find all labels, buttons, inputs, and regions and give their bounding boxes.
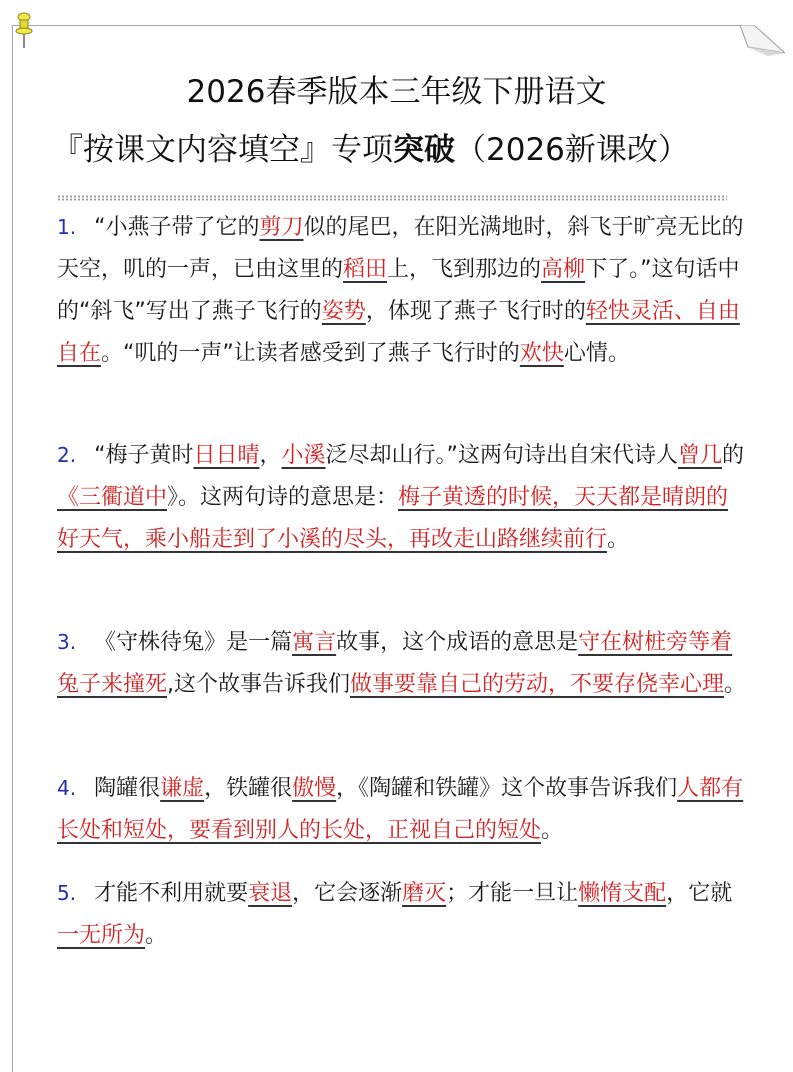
question-text: 故事，这个成语的意思是 bbox=[336, 630, 579, 655]
answer-text: 做事要靠自己的劳动，不要存侥幸心理 bbox=[350, 672, 725, 697]
question-text: “梅子黄时 bbox=[94, 443, 194, 468]
question-5 bbox=[57, 872, 747, 957]
question-2 bbox=[57, 434, 747, 561]
subtitle-part-a: 『按课文内容填空』专项 bbox=[52, 132, 393, 168]
answer-text: 守在树桩旁等着兔子来撞死 bbox=[57, 630, 733, 697]
question-text: ，《陶罐和铁罐》这个故事告诉我们 bbox=[336, 776, 678, 801]
answer-text: 曾几 bbox=[677, 443, 722, 468]
dotted-divider bbox=[57, 195, 727, 201]
question-text: 。 bbox=[607, 527, 630, 552]
answer-text: 懒惰支配 bbox=[578, 881, 667, 906]
answer-text: 衰退 bbox=[248, 881, 293, 906]
answer-text: 梅子黄透的时候，天天都是晴朗的好天气，乘小船走到了小溪的尽头，再改走山路继续前行 bbox=[57, 485, 729, 552]
page-frame-top bbox=[12, 25, 754, 26]
subtitle-bold: 突破 bbox=[393, 132, 455, 168]
question-text: ， bbox=[259, 443, 282, 468]
question-4 bbox=[57, 767, 747, 852]
question-1 bbox=[57, 206, 747, 375]
pushpin-icon bbox=[14, 12, 34, 50]
question-text: ,这个故事告诉我们 bbox=[167, 672, 351, 697]
answer-text: 磨灭 bbox=[402, 881, 447, 906]
question-text: 。 bbox=[145, 923, 168, 948]
answer-text: 稻田 bbox=[343, 257, 388, 282]
question-text: 上，飞到那边的 bbox=[387, 257, 542, 282]
question-text: 《守株待兔》是一篇 bbox=[94, 630, 293, 655]
page-frame-left bbox=[12, 25, 13, 1072]
answer-text: 《三衢道中 bbox=[57, 485, 168, 510]
question-text: 似的尾巴，在阳光满地时，斜飞于旷亮无比的天空，叽的一声，已由这里的 bbox=[57, 215, 744, 282]
question-text: 。 bbox=[724, 672, 747, 697]
question-text: “小燕子带了它的 bbox=[94, 215, 260, 240]
page-subtitle bbox=[52, 130, 772, 170]
answer-text: 姿势 bbox=[321, 299, 366, 324]
question-text: 才能不利用就要 bbox=[94, 881, 249, 906]
question-text: 》。这两句诗的意思是： bbox=[167, 485, 399, 510]
question-text: ，铁罐很 bbox=[204, 776, 293, 801]
question-text: ，它就 bbox=[666, 881, 733, 906]
question-number: 1. bbox=[57, 215, 77, 239]
question-text: ；才能一旦让 bbox=[446, 881, 579, 906]
question-text: 陶罐很 bbox=[94, 776, 161, 801]
answer-text: 轻快灵活、自由自在 bbox=[57, 299, 740, 366]
page-title: 2026春季版本三年级下册语文 bbox=[186, 74, 607, 110]
question-3 bbox=[57, 621, 747, 706]
question-number: 4. bbox=[57, 776, 77, 800]
question-text: 的 bbox=[721, 443, 744, 468]
answer-text: 一无所为 bbox=[57, 923, 146, 948]
question-text: 。 bbox=[541, 818, 564, 843]
question-text: 下了。”这句话中的“斜飞”写出了燕子飞行的 bbox=[57, 257, 740, 324]
answer-text: 傲慢 bbox=[292, 776, 337, 801]
answer-text: 谦虚 bbox=[160, 776, 205, 801]
answer-text: 日日晴 bbox=[193, 443, 260, 468]
answer-text: 小溪 bbox=[281, 443, 326, 468]
question-number: 5. bbox=[57, 881, 77, 905]
question-text: 。“叽的一声”让读者感受到了燕子飞行时的 bbox=[101, 341, 520, 366]
page-curl-icon bbox=[740, 25, 785, 57]
subtitle-part-b: （2026新课改） bbox=[455, 132, 689, 168]
answer-text: 人都有长处和短处，要看到别人的长处，正视自己的短处 bbox=[57, 776, 744, 843]
question-text: ，体现了燕子飞行时的 bbox=[365, 299, 586, 324]
answer-text: 剪刀 bbox=[259, 215, 304, 240]
question-text: ，它会逐渐 bbox=[292, 881, 403, 906]
question-text: 心情。 bbox=[563, 341, 630, 366]
question-number: 2. bbox=[57, 443, 77, 467]
answer-text: 高柳 bbox=[541, 257, 586, 282]
question-number: 3. bbox=[57, 630, 77, 654]
answer-text: 欢快 bbox=[519, 341, 564, 366]
answer-text: 寓言 bbox=[292, 630, 337, 655]
question-text: 泛尽却山行。”这两句诗出自宋代诗人 bbox=[325, 443, 678, 468]
